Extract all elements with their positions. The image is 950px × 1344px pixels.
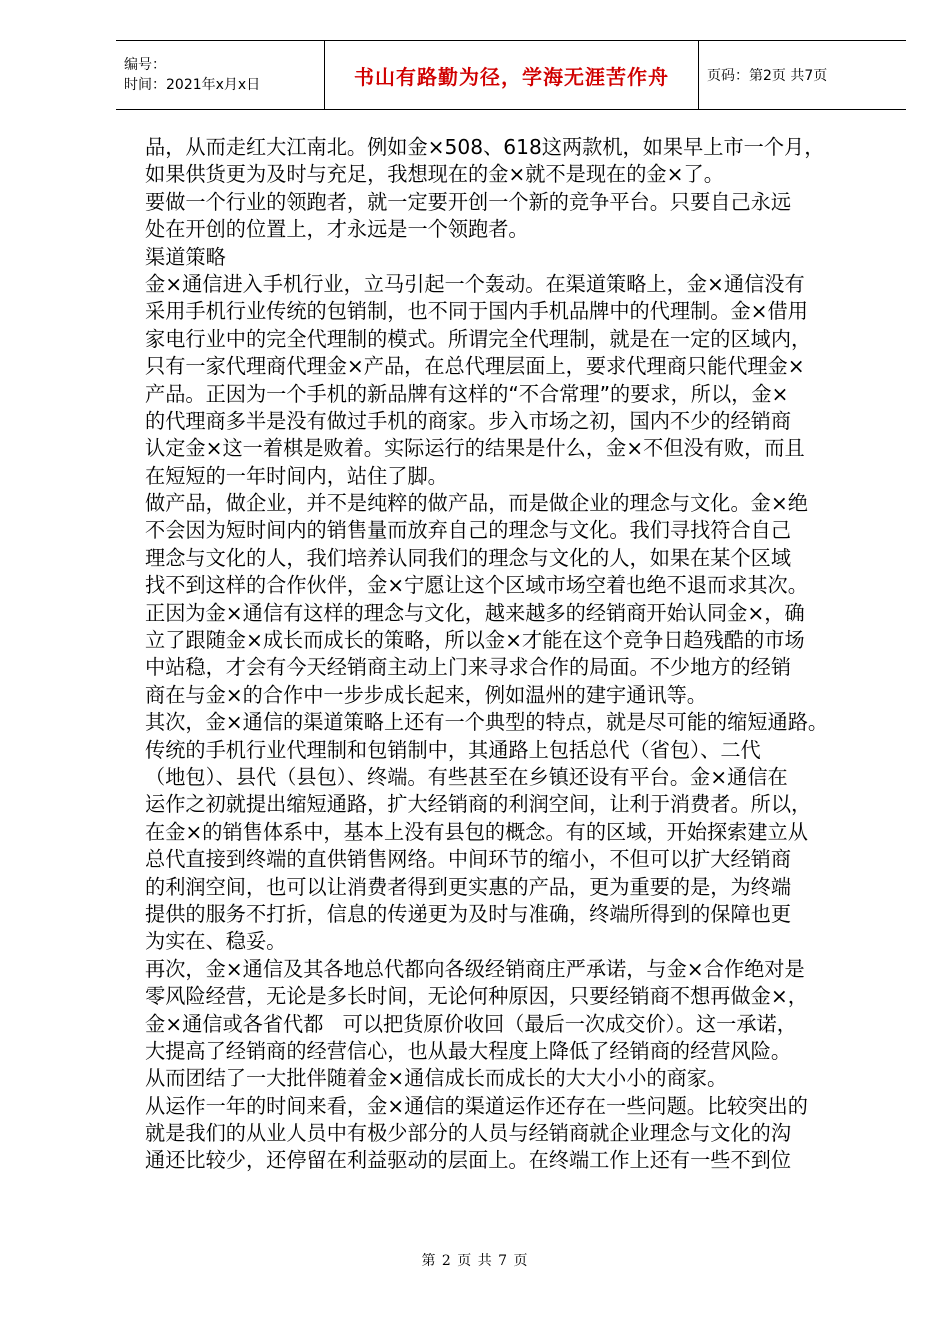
text-line: 的代理商多半是没有做过手机的商家。步入市场之初，国内不少的经销商 [145,408,792,433]
text-line: （地包）、县代（县包）、终端。有些甚至在乡镇还设有平台。金×通信在 [145,764,788,789]
text-line: 金×通信或各省代都 可以把货原价收回（最后一次成交价）。这一承诺， [145,1011,797,1036]
text-line: 品，从而走红大江南北。例如金×508、618这两款机，如果早上市一个月， [145,135,825,159]
header-page-cell [699,41,827,109]
text-line: 正因为金×通信有这样的理念与文化，越来越多的经销商开始认同金×，确 [145,600,805,625]
page-header [116,40,906,110]
document-body [145,134,875,1175]
text-line: 零风险经营，无论是多长时间，无论何种原因，只要经销商不想再做金×， [145,984,808,1009]
text-line: 传统的手机行业代理制和包销制中，其通路上包括总代（省包）、二代 [145,737,761,762]
text-line: 中站稳，才会有今天经销商主动上门来寻求合作的局面。不少地方的经销 [145,655,792,680]
text-line: 不会因为短时间内的销售量而放弃自己的理念与文化。我们寻找符合自己 [145,518,792,543]
text-line: 为实在、稳妥。 [145,929,287,954]
text-line: 产品。正因为一个手机的新品牌有这样的“不合常理”的要求，所以，金× [145,381,789,406]
text-line: 通还比较少，还停留在利益驱动的层面上。在终端工作上还有一些不到位 [145,1148,792,1173]
motto: 书山有路勤为径，学海无涯苦作舟 [354,64,669,89]
header-motto-cell [324,41,699,109]
serial-label: 编号： [124,57,166,73]
text-line: 就是我们的从业人员中有极少部分的人员与经销商就企业理念与文化的沟 [145,1121,792,1146]
text-line: 如果供货更为及时与充足，我想现在的金×就不是现在的金×了。 [145,162,724,187]
text-line: 采用手机行业传统的包销制，也不同于国内手机品牌中的代理制。金×借用 [145,299,808,324]
text-line: 渠道策略 [145,244,226,269]
text-line: 理念与文化的人，我们培养认同我们的理念与文化的人，如果在某个区域 [145,545,792,570]
text-line: 提供的服务不打折，信息的传递更为及时与准确，终端所得到的保障也更 [145,901,792,926]
text-line: 找不到这样的合作伙伴，金×宁愿让这个区域市场空着也绝不退而求其次。 [145,573,808,598]
text-line: 的利润空间，也可以让消费者得到更实惠的产品，更为重要的是，为终端 [145,874,792,899]
text-line: 从而团结了一大批伴随着金×通信成长而成长的大大小小的商家。 [145,1066,728,1091]
text-line: 做产品，做企业，并不是纯粹的做产品，而是做企业的理念与文化。金×绝 [145,491,808,516]
text-line: 运作之初就提出缩短通路，扩大经销商的利润空间，让利于消费者。所以， [145,792,812,817]
text-line: 其次，金×通信的渠道策略上还有一个典型的特点，就是尽可能的缩短通路。 [145,710,829,735]
text-line: 只有一家代理商代理金×产品，在总代理层面上，要求代理商只能代理金× [145,354,805,379]
page-footer: 第 2 页 共 7 页 [421,1253,529,1269]
text-line: 再次，金×通信及其各地总代都向各级经销商庄严承诺，与金×合作绝对是 [145,956,805,981]
text-line: 总代直接到终端的直供销售网络。中间环节的缩小，不但可以扩大经销商 [145,847,792,872]
time-label: 时间：2021年x月x日 [124,77,261,93]
text-line: 商在与金×的合作中一步步成长起来，例如温州的建宇通讯等。 [145,682,707,707]
text-line: 金×通信进入手机行业，立马引起一个轰动。在渠道策略上，金×通信没有 [145,271,805,296]
text-line: 立了跟随金×成长而成长的策略，所以金×才能在这个竞争日趋残酷的市场 [145,628,805,653]
text-line: 要做一个行业的领跑者，就一定要开创一个新的竞争平台。只要自己永远 [145,189,792,214]
text-line: 处在开创的位置上，才永远是一个领跑者。 [145,217,529,242]
text-line: 家电行业中的完全代理制的模式。所谓完全代理制，就是在一定的区域内， [145,326,812,351]
text-line: 在短短的一年时间内，站住了脚。 [145,463,448,488]
page-info: 页码：第2页 共7页 [707,68,828,84]
text-line: 大提高了经销商的经营信心，也从最大程度上降低了经销商的经营风险。 [145,1038,792,1063]
header-meta [116,41,324,109]
text-line: 从运作一年的时间来看，金×通信的渠道运作还存在一些问题。比较突出的 [145,1093,808,1118]
text-line: 在金×的销售体系中，基本上没有县包的概念。有的区域，开始探索建立从 [145,819,808,844]
text-line: 认定金×这一着棋是败着。实际运行的结果是什么，金×不但没有败，而且 [145,436,805,461]
